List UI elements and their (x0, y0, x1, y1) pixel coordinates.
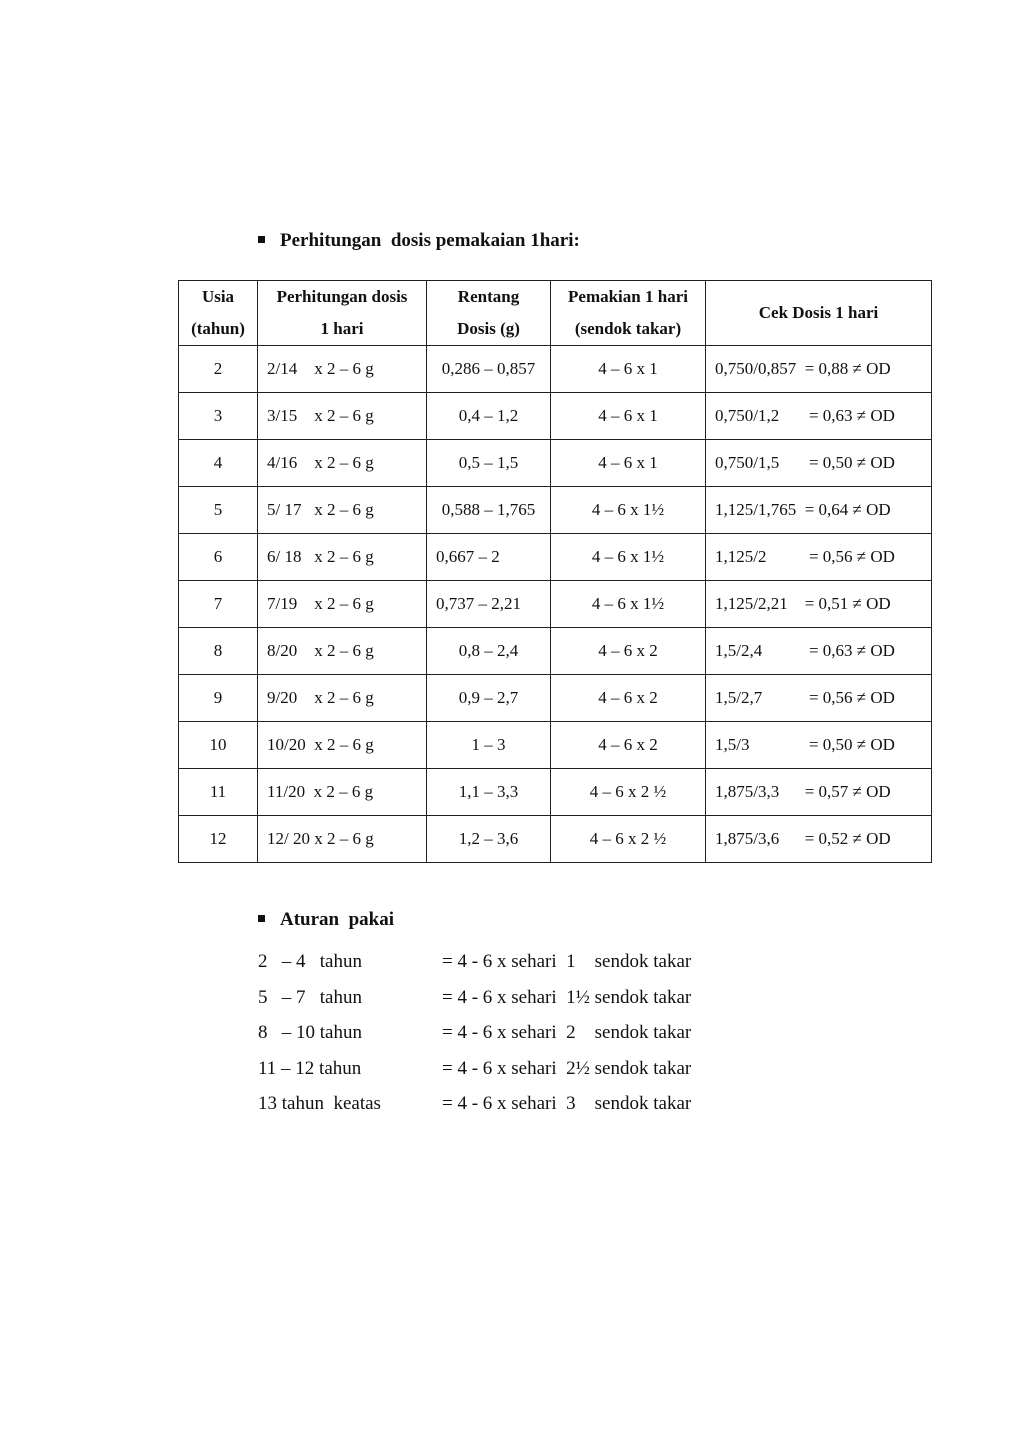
rule-age: 13 tahun keatas (258, 1093, 381, 1114)
cell-range: 0,737 – 2,21 (427, 581, 551, 628)
rule-dose: = 4 - 6 x sehari 2½ sendok takar (442, 1057, 692, 1079)
table-row (179, 393, 932, 440)
square-bullet-icon (258, 915, 265, 922)
list-item (258, 1051, 691, 1087)
cell-age: 12 (179, 816, 258, 863)
cell-range: 1 – 3 (427, 722, 551, 769)
cell-usage: 4 – 6 x 2 (551, 628, 706, 675)
cell-check: 1,5/2,4 = 0,63 ≠ OD (706, 628, 932, 675)
cell-range: 0,5 – 1,5 (427, 440, 551, 487)
cell-usage: 4 – 6 x 2 (551, 675, 706, 722)
cell-usage: 4 – 6 x 1½ (551, 581, 706, 628)
rule-age: 5 – 7 tahun (258, 986, 362, 1008)
header-usage: Pemakian 1 hari (sendok takar) (551, 281, 706, 346)
cell-calc: 10/20 x 2 – 6 g (258, 722, 427, 769)
list-item (258, 980, 691, 1016)
dose-calculation-table (178, 280, 932, 863)
header-range: Rentang Dosis (g) (427, 281, 551, 346)
cell-check: 0,750/1,5 = 0,50 ≠ OD (706, 440, 932, 487)
cell-check: 1,875/3,3 = 0,57 ≠ OD (706, 769, 932, 816)
cell-age: 11 (179, 769, 258, 816)
cell-range: 0,8 – 2,4 (427, 628, 551, 675)
table-row (179, 675, 932, 722)
rule-age: 11 – 12 tahun (258, 1057, 362, 1079)
rule-dose: = 4 - 6 x sehari 1 sendok takar (442, 951, 692, 972)
cell-range: 0,286 – 0,857 (427, 346, 551, 393)
cell-age: 2 (179, 346, 258, 393)
section-heading-text: Aturan pakai (280, 909, 395, 930)
cell-usage: 4 – 6 x 1 (551, 393, 706, 440)
rule-age: 8 – 10 tahun (258, 1022, 362, 1043)
cell-calc: 4/16 x 2 – 6 g (258, 440, 427, 487)
cell-age: 8 (179, 628, 258, 675)
cell-check: 1,5/2,7 = 0,56 ≠ OD (706, 675, 932, 722)
cell-check: 1,5/3 = 0,50 ≠ OD (706, 722, 932, 769)
cell-check: 1,875/3,6 = 0,52 ≠ OD (706, 816, 932, 863)
cell-calc: 2/14 x 2 – 6 g (258, 346, 427, 393)
cell-age: 7 (179, 581, 258, 628)
cell-range: 1,2 – 3,6 (427, 816, 551, 863)
rule-dose: = 4 - 6 x sehari 1½ sendok takar (442, 986, 692, 1008)
cell-usage: 4 – 6 x 1 (551, 440, 706, 487)
cell-usage: 4 – 6 x 1 (551, 346, 706, 393)
cell-check: 1,125/2 = 0,56 ≠ OD (706, 534, 932, 581)
table-header-row (179, 281, 932, 346)
cell-calc: 8/20 x 2 – 6 g (258, 628, 427, 675)
section-heading-usage-rules (258, 909, 394, 931)
cell-age: 10 (179, 722, 258, 769)
cell-usage: 4 – 6 x 2 ½ (551, 816, 706, 863)
table-row (179, 581, 932, 628)
header-age: Usia (tahun) (179, 281, 258, 346)
cell-calc: 11/20 x 2 – 6 g (258, 769, 427, 816)
cell-calc: 5/ 17 x 2 – 6 g (258, 487, 427, 534)
cell-range: 0,667 – 2 (427, 534, 551, 581)
table-row (179, 534, 932, 581)
cell-range: 0,9 – 2,7 (427, 675, 551, 722)
cell-check: 0,750/0,857 = 0,88 ≠ OD (706, 346, 932, 393)
table-row (179, 346, 932, 393)
rule-dose: = 4 - 6 x sehari 3 sendok takar (442, 1093, 692, 1114)
cell-age: 6 (179, 534, 258, 581)
list-item (258, 1086, 691, 1122)
table-row (179, 722, 932, 769)
section-heading-text: Perhitungan dosis pemakaian 1hari: (280, 230, 580, 251)
cell-usage: 4 – 6 x 1½ (551, 534, 706, 581)
cell-range: 0,4 – 1,2 (427, 393, 551, 440)
rule-dose: = 4 - 6 x sehari 2 sendok takar (442, 1022, 692, 1043)
cell-age: 3 (179, 393, 258, 440)
table-row (179, 628, 932, 675)
cell-check: 1,125/2,21 = 0,51 ≠ OD (706, 581, 932, 628)
usage-rules-list (258, 944, 691, 1122)
cell-check: 0,750/1,2 = 0,63 ≠ OD (706, 393, 932, 440)
table-row (179, 440, 932, 487)
cell-age: 5 (179, 487, 258, 534)
cell-usage: 4 – 6 x 1½ (551, 487, 706, 534)
cell-usage: 4 – 6 x 2 ½ (551, 769, 706, 816)
header-calculation: Perhitungan dosis 1 hari (258, 281, 427, 346)
cell-range: 0,588 – 1,765 (427, 487, 551, 534)
cell-calc: 6/ 18 x 2 – 6 g (258, 534, 427, 581)
cell-usage: 4 – 6 x 2 (551, 722, 706, 769)
table-row (179, 769, 932, 816)
header-check: Cek Dosis 1 hari (706, 281, 932, 346)
cell-calc: 12/ 20 x 2 – 6 g (258, 816, 427, 863)
cell-age: 4 (179, 440, 258, 487)
cell-calc: 3/15 x 2 – 6 g (258, 393, 427, 440)
cell-age: 9 (179, 675, 258, 722)
section-heading-calculation (258, 230, 580, 252)
list-item (258, 1015, 691, 1051)
cell-calc: 9/20 x 2 – 6 g (258, 675, 427, 722)
square-bullet-icon (258, 236, 265, 243)
cell-calc: 7/19 x 2 – 6 g (258, 581, 427, 628)
cell-check: 1,125/1,765 = 0,64 ≠ OD (706, 487, 932, 534)
cell-range: 1,1 – 3,3 (427, 769, 551, 816)
list-item (258, 944, 691, 980)
rule-age: 2 – 4 tahun (258, 951, 362, 972)
table-row (179, 816, 932, 863)
table-row (179, 487, 932, 534)
